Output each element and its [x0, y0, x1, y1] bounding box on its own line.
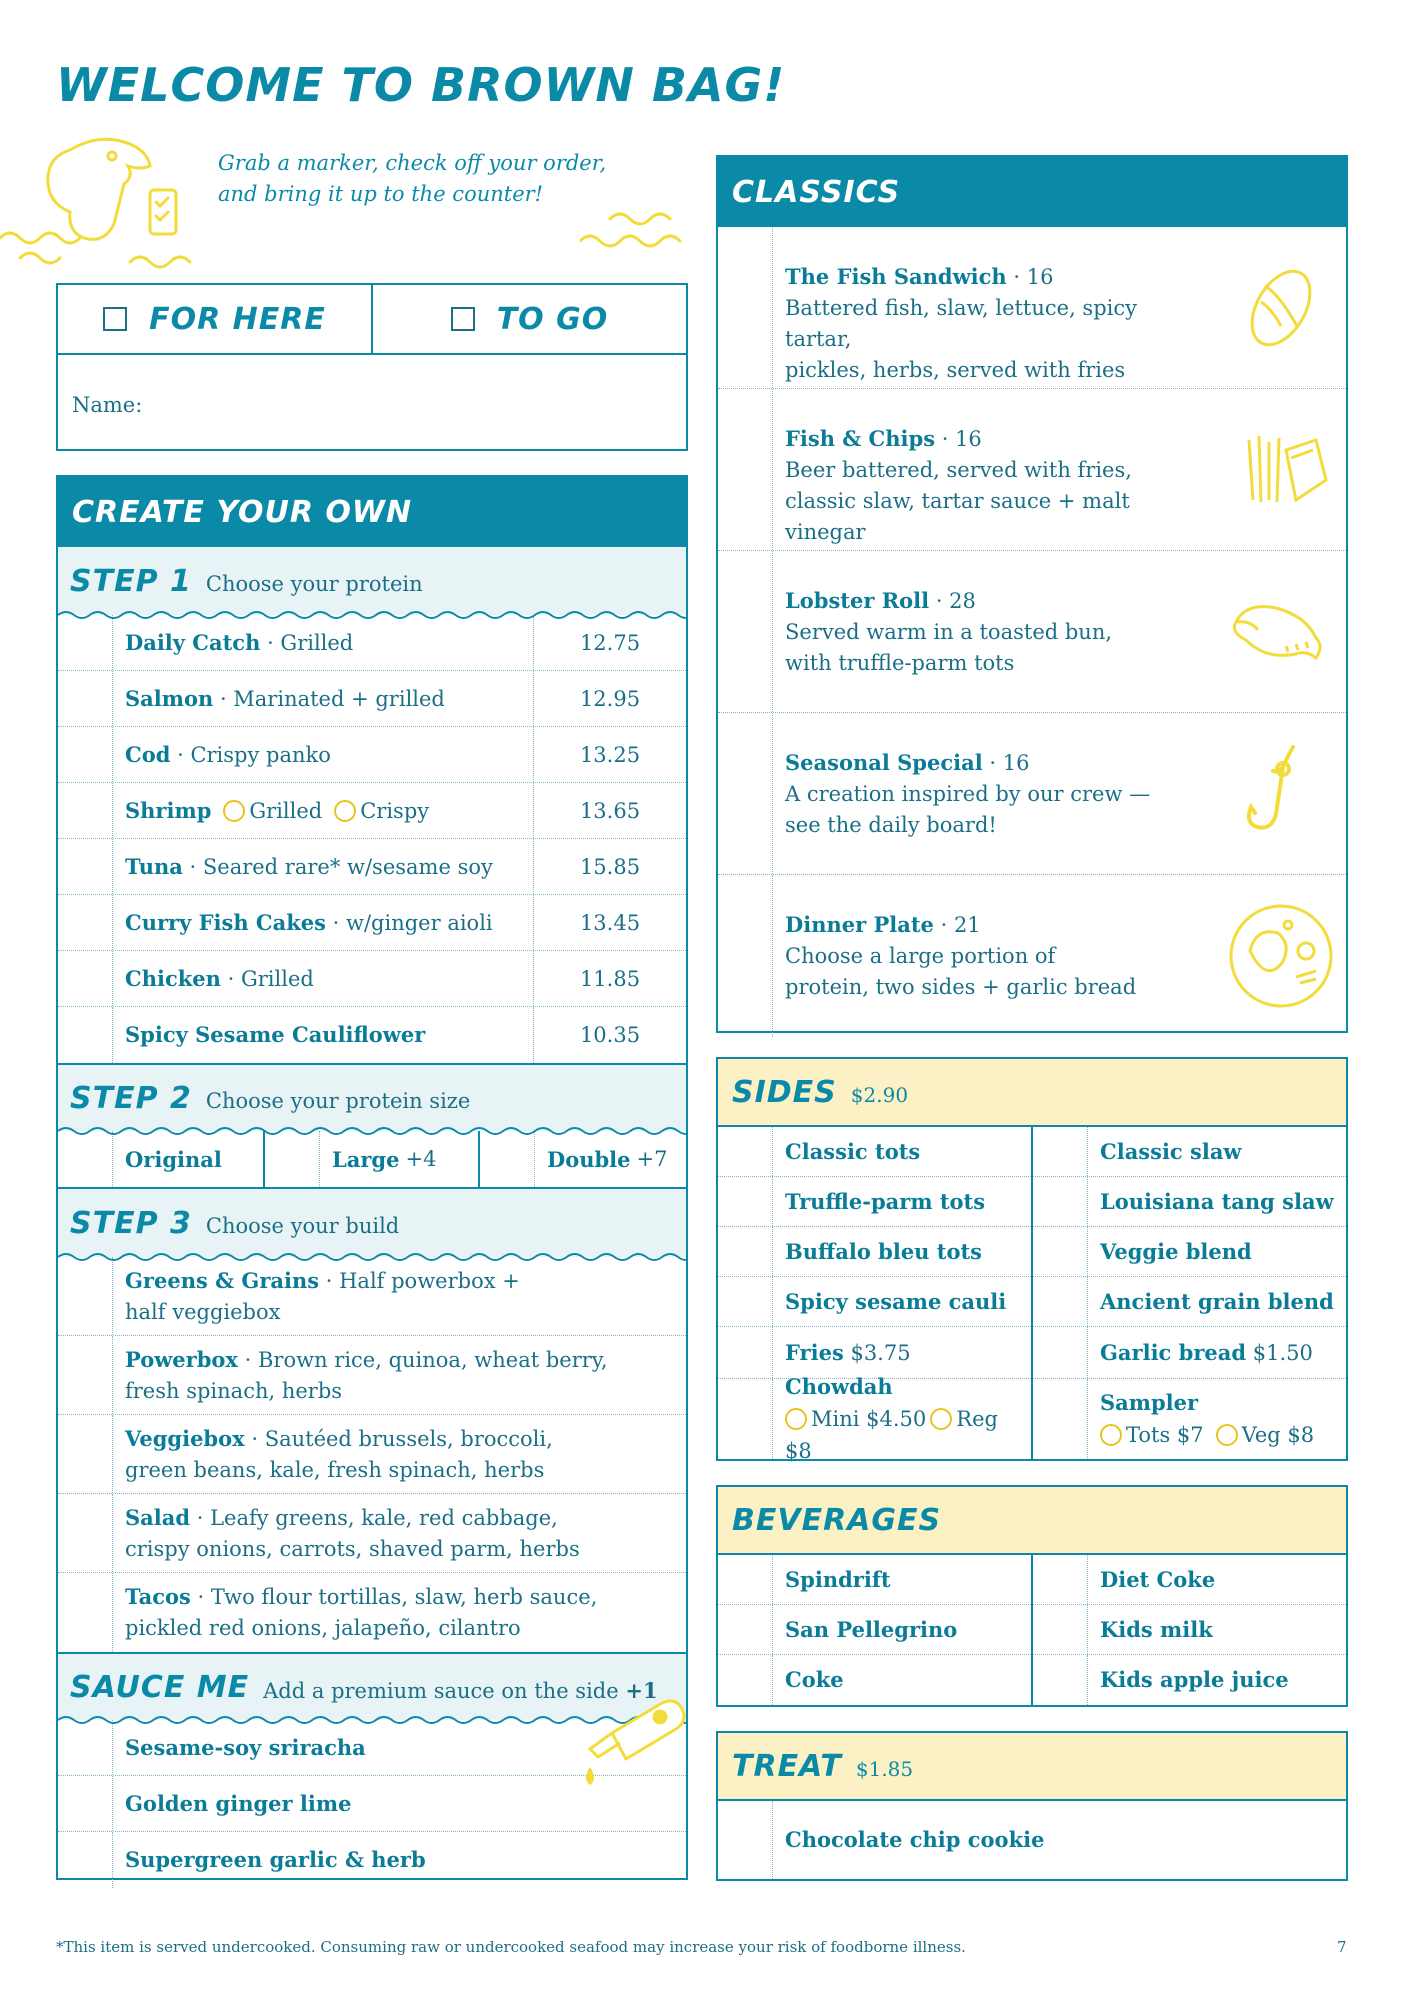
size-row	[58, 1131, 686, 1189]
beverage-name: Spindrift	[785, 1566, 891, 1592]
protein-name: Curry Fish Cakes	[125, 909, 326, 935]
order-type-box	[56, 283, 688, 451]
protein-row[interactable]	[58, 839, 686, 895]
build-name: Greens & Grains	[125, 1267, 320, 1293]
for-here-label: FOR HERE	[149, 301, 326, 337]
classic-price: · 21	[940, 913, 981, 937]
step2-sub: Choose your protein size	[205, 1089, 471, 1113]
protein-desc: · Marinated + grilled	[219, 686, 445, 711]
sauce-name: Sesame-soy sriracha	[125, 1734, 366, 1760]
sides-panel	[716, 1057, 1348, 1461]
classic-item[interactable]	[718, 713, 1346, 875]
tagline-line: Grab a marker, check off your order,	[218, 151, 607, 175]
build-name: Veggiebox	[125, 1425, 245, 1451]
side-name: Ancient grain blend	[1100, 1288, 1334, 1314]
classic-item[interactable]	[718, 227, 1346, 389]
protein-price: 15.85	[533, 839, 686, 894]
side-row[interactable]	[1033, 1327, 1346, 1379]
side-name: Buffalo bleu tots	[785, 1238, 982, 1264]
side-row[interactable]	[1033, 1277, 1346, 1327]
classic-desc: Beer battered, served with fries,	[785, 458, 1132, 482]
side-name: Louisiana tang slaw	[1100, 1188, 1334, 1214]
classic-item[interactable]	[718, 389, 1346, 551]
protein-row[interactable]	[58, 615, 686, 671]
protein-row[interactable]	[58, 727, 686, 783]
classic-item[interactable]	[718, 875, 1346, 1037]
build-row[interactable]	[58, 1494, 686, 1573]
classic-desc: Choose a large portion of	[785, 944, 1056, 968]
sides-price: $2.90	[850, 1083, 909, 1107]
protein-desc: · w/ginger aioli	[332, 910, 493, 935]
for-here-checkbox[interactable]	[103, 307, 127, 331]
protein-row[interactable]	[58, 783, 686, 839]
step3-header	[58, 1189, 686, 1257]
protein-name: Spicy Sesame Cauliflower	[125, 1022, 426, 1047]
side-row[interactable]	[1033, 1177, 1346, 1227]
protein-desc: · Seared rare* w/sesame soy	[189, 854, 493, 879]
beverage-row[interactable]	[718, 1655, 1031, 1705]
side-row[interactable]	[718, 1277, 1031, 1327]
step1-label: STEP 1	[70, 563, 192, 599]
page-title: WELCOME TO BROWN BAG!	[56, 58, 786, 112]
treat-row[interactable]	[718, 1801, 1346, 1879]
treat-heading: TREAT	[732, 1748, 842, 1784]
beverage-row[interactable]	[1033, 1605, 1346, 1655]
beverage-row[interactable]	[718, 1605, 1031, 1655]
classic-item[interactable]	[718, 551, 1346, 713]
beverages-panel	[716, 1485, 1348, 1707]
size-name: Double	[547, 1146, 631, 1172]
protein-name: Cod	[125, 741, 171, 767]
plate-icon	[1226, 901, 1336, 1011]
create-your-own-panel	[56, 475, 688, 1880]
sauce-name: Supergreen garlic & herb	[125, 1847, 426, 1872]
classic-desc: protein, two sides + garlic bread	[785, 975, 1137, 999]
classic-desc: Served warm in a toasted bun,	[785, 620, 1113, 644]
wave-divider-icon	[58, 609, 686, 621]
wave-divider-icon	[58, 1251, 686, 1263]
build-desc: · Two flour tortillas, slaw, herb sauce,	[197, 1585, 598, 1609]
fries-icon	[1231, 420, 1331, 520]
size-extra: +4	[405, 1146, 437, 1171]
beverage-name: Kids apple juice	[1100, 1667, 1289, 1692]
classics-panel	[716, 155, 1348, 1033]
wave-divider-icon	[58, 1125, 686, 1137]
sauce-label: SAUCE ME	[70, 1669, 250, 1705]
side-row-chowdah[interactable]	[718, 1374, 1031, 1463]
sauce-sub: Add a premium sauce on the side	[263, 1678, 619, 1703]
protein-price: 13.45	[533, 895, 686, 950]
classic-desc: A creation inspired by our crew —	[785, 782, 1151, 806]
classic-name: Lobster Roll	[785, 588, 930, 613]
side-name: Sampler	[1100, 1390, 1199, 1415]
classic-name: Dinner Plate	[785, 912, 934, 937]
beverage-row[interactable]	[1033, 1655, 1346, 1705]
option-label: Reg $8	[785, 1407, 998, 1463]
classic-name: Seasonal Special	[785, 750, 983, 775]
side-extra: $1.50	[1252, 1340, 1313, 1365]
tagline	[218, 148, 606, 210]
to-go-label: TO GO	[496, 301, 609, 337]
protein-name: Salmon	[125, 685, 214, 711]
size-name: Original	[125, 1146, 222, 1172]
protein-row[interactable]	[58, 951, 686, 1007]
protein-name: Daily Catch	[125, 629, 261, 655]
protein-price: 10.35	[533, 1007, 686, 1063]
option-label: Veg $8	[1241, 1423, 1315, 1447]
classic-price: · 16	[989, 751, 1030, 775]
step2-label: STEP 2	[70, 1080, 192, 1116]
side-extra: $3.75	[850, 1340, 911, 1365]
side-name: Spicy sesame cauli	[785, 1288, 1007, 1314]
name-field[interactable]	[58, 355, 686, 455]
sauce-row[interactable]	[58, 1832, 686, 1888]
protein-name: Shrimp	[125, 797, 212, 823]
build-desc: · Half powerbox +	[325, 1268, 520, 1293]
build-desc: · Brown rice, quinoa, wheat berry,	[244, 1347, 608, 1372]
tots-radio[interactable]	[1100, 1424, 1122, 1446]
build-row[interactable]	[58, 1415, 686, 1494]
protein-price: 12.75	[533, 615, 686, 670]
build-desc: pickled red onions, jalapeño, cilantro	[125, 1616, 521, 1640]
sauce-bottle-icon	[572, 1695, 712, 1795]
side-row[interactable]	[718, 1127, 1031, 1177]
classic-price: · 28	[935, 589, 976, 613]
side-name: Fries	[785, 1339, 844, 1365]
option-label: Tots $7	[1126, 1423, 1204, 1447]
side-name: Veggie blend	[1100, 1238, 1252, 1264]
crispy-radio[interactable]	[334, 800, 356, 822]
sauce-extra: +1	[625, 1677, 658, 1703]
lobster-claw-icon	[1226, 582, 1336, 682]
mini-radio[interactable]	[785, 1408, 807, 1430]
protein-desc: · Grilled	[227, 966, 314, 991]
beverage-name: Kids milk	[1100, 1616, 1213, 1642]
create-your-own-heading: CREATE YOUR OWN	[58, 477, 686, 547]
build-desc: crispy onions, carrots, shaved parm, herbs	[125, 1536, 580, 1561]
size-original-option[interactable]	[113, 1131, 265, 1187]
side-name: Garlic bread	[1100, 1339, 1247, 1365]
veg-radio[interactable]	[1216, 1424, 1238, 1446]
step1-header	[58, 547, 686, 615]
step1-sub: Choose your protein	[205, 572, 423, 596]
waves-icon	[580, 205, 710, 255]
beverage-name: San Pellegrino	[785, 1616, 958, 1642]
step3-label: STEP 3	[70, 1205, 192, 1241]
side-row-sampler[interactable]	[1033, 1379, 1346, 1459]
classic-name: Fish & Chips	[785, 426, 936, 451]
protein-price: 11.85	[533, 951, 686, 1006]
classic-desc: pickles, herbs, served with fries	[785, 358, 1126, 382]
build-row[interactable]	[58, 1336, 686, 1415]
protein-desc: · Grilled	[267, 630, 354, 655]
classic-desc: see the daily board!	[785, 813, 997, 837]
build-desc: · Leafy greens, kale, red cabbage,	[196, 1505, 558, 1530]
side-row[interactable]	[1033, 1227, 1346, 1277]
side-row[interactable]	[718, 1227, 1031, 1277]
protein-row[interactable]	[58, 671, 686, 727]
classic-desc: with truffle-parm tots	[785, 651, 1015, 675]
size-extra: +7	[636, 1146, 668, 1171]
to-go-option[interactable]	[371, 285, 686, 353]
build-name: Tacos	[125, 1584, 191, 1609]
step2-header	[58, 1063, 686, 1131]
option-label: Mini $4.50	[811, 1407, 927, 1431]
protein-price: 12.95	[533, 671, 686, 726]
footnote: *This item is served undercooked. Consuming raw or undercooked seafood may increase your risk of foodborne illness.	[56, 1938, 966, 1956]
classic-name: The Fish Sandwich	[785, 264, 1007, 289]
protein-name: Tuna	[125, 853, 183, 879]
size-name: Large	[332, 1146, 400, 1172]
build-name: Powerbox	[125, 1346, 238, 1372]
build-row[interactable]	[58, 1573, 686, 1652]
build-desc: · Sautéed brussels, broccoli,	[251, 1426, 553, 1451]
step3-sub: Choose your build	[205, 1214, 400, 1238]
build-desc: green beans, kale, fresh spinach, herbs	[125, 1457, 545, 1482]
grilled-radio[interactable]	[223, 800, 245, 822]
fish-mascot-icon	[0, 130, 215, 290]
treat-price: $1.85	[855, 1757, 914, 1781]
classic-price: · 16	[941, 427, 982, 451]
protein-row[interactable]	[58, 1007, 686, 1063]
build-desc: fresh spinach, herbs	[125, 1378, 343, 1403]
build-list	[58, 1257, 686, 1652]
page-number: 7	[1337, 1938, 1347, 1956]
build-desc: half veggiebox	[125, 1299, 281, 1324]
side-name: Truffle-parm tots	[785, 1188, 986, 1214]
beverage-name: Coke	[785, 1667, 844, 1692]
tagline-line: and bring it up to the counter!	[218, 182, 544, 206]
size-large-option[interactable]	[320, 1131, 480, 1187]
classic-price: · 16	[1013, 265, 1054, 289]
protein-desc: · Crispy panko	[177, 742, 331, 767]
side-name: Chowdah	[785, 1374, 893, 1399]
classic-desc: classic slaw, tartar sauce + malt vinegar	[785, 489, 1130, 544]
to-go-checkbox[interactable]	[451, 307, 475, 331]
size-double-option[interactable]	[535, 1144, 686, 1175]
side-row[interactable]	[718, 1177, 1031, 1227]
protein-price: 13.65	[533, 783, 686, 838]
beverage-row[interactable]	[718, 1555, 1031, 1605]
side-row[interactable]	[1033, 1127, 1346, 1177]
protein-name: Chicken	[125, 965, 221, 991]
protein-list	[58, 615, 686, 1063]
beverages-heading: BEVERAGES	[732, 1502, 942, 1538]
build-row[interactable]	[58, 1257, 686, 1336]
beverage-name: Diet Coke	[1100, 1566, 1216, 1592]
fish-hook-icon	[1231, 739, 1331, 849]
side-name: Classic tots	[785, 1138, 921, 1164]
protein-price: 13.25	[533, 727, 686, 782]
option-label: Crispy	[360, 798, 430, 823]
classics-heading: CLASSICS	[718, 157, 1346, 227]
treat-panel	[716, 1731, 1348, 1881]
classic-desc: Battered fish, slaw, lettuce, spicy tartar,	[785, 296, 1137, 351]
build-name: Salad	[125, 1504, 191, 1530]
sides-heading: SIDES	[732, 1074, 837, 1110]
beverage-row[interactable]	[1033, 1555, 1346, 1605]
protein-row[interactable]	[58, 895, 686, 951]
side-name: Classic slaw	[1100, 1138, 1242, 1164]
sauce-name: Golden ginger lime	[125, 1790, 352, 1816]
reg-radio[interactable]	[930, 1408, 952, 1430]
name-label: Name:	[72, 393, 143, 417]
option-label: Grilled	[249, 798, 323, 823]
for-here-option[interactable]	[58, 285, 371, 353]
treat-name: Chocolate chip cookie	[785, 1827, 1045, 1852]
sandwich-icon	[1231, 258, 1331, 358]
